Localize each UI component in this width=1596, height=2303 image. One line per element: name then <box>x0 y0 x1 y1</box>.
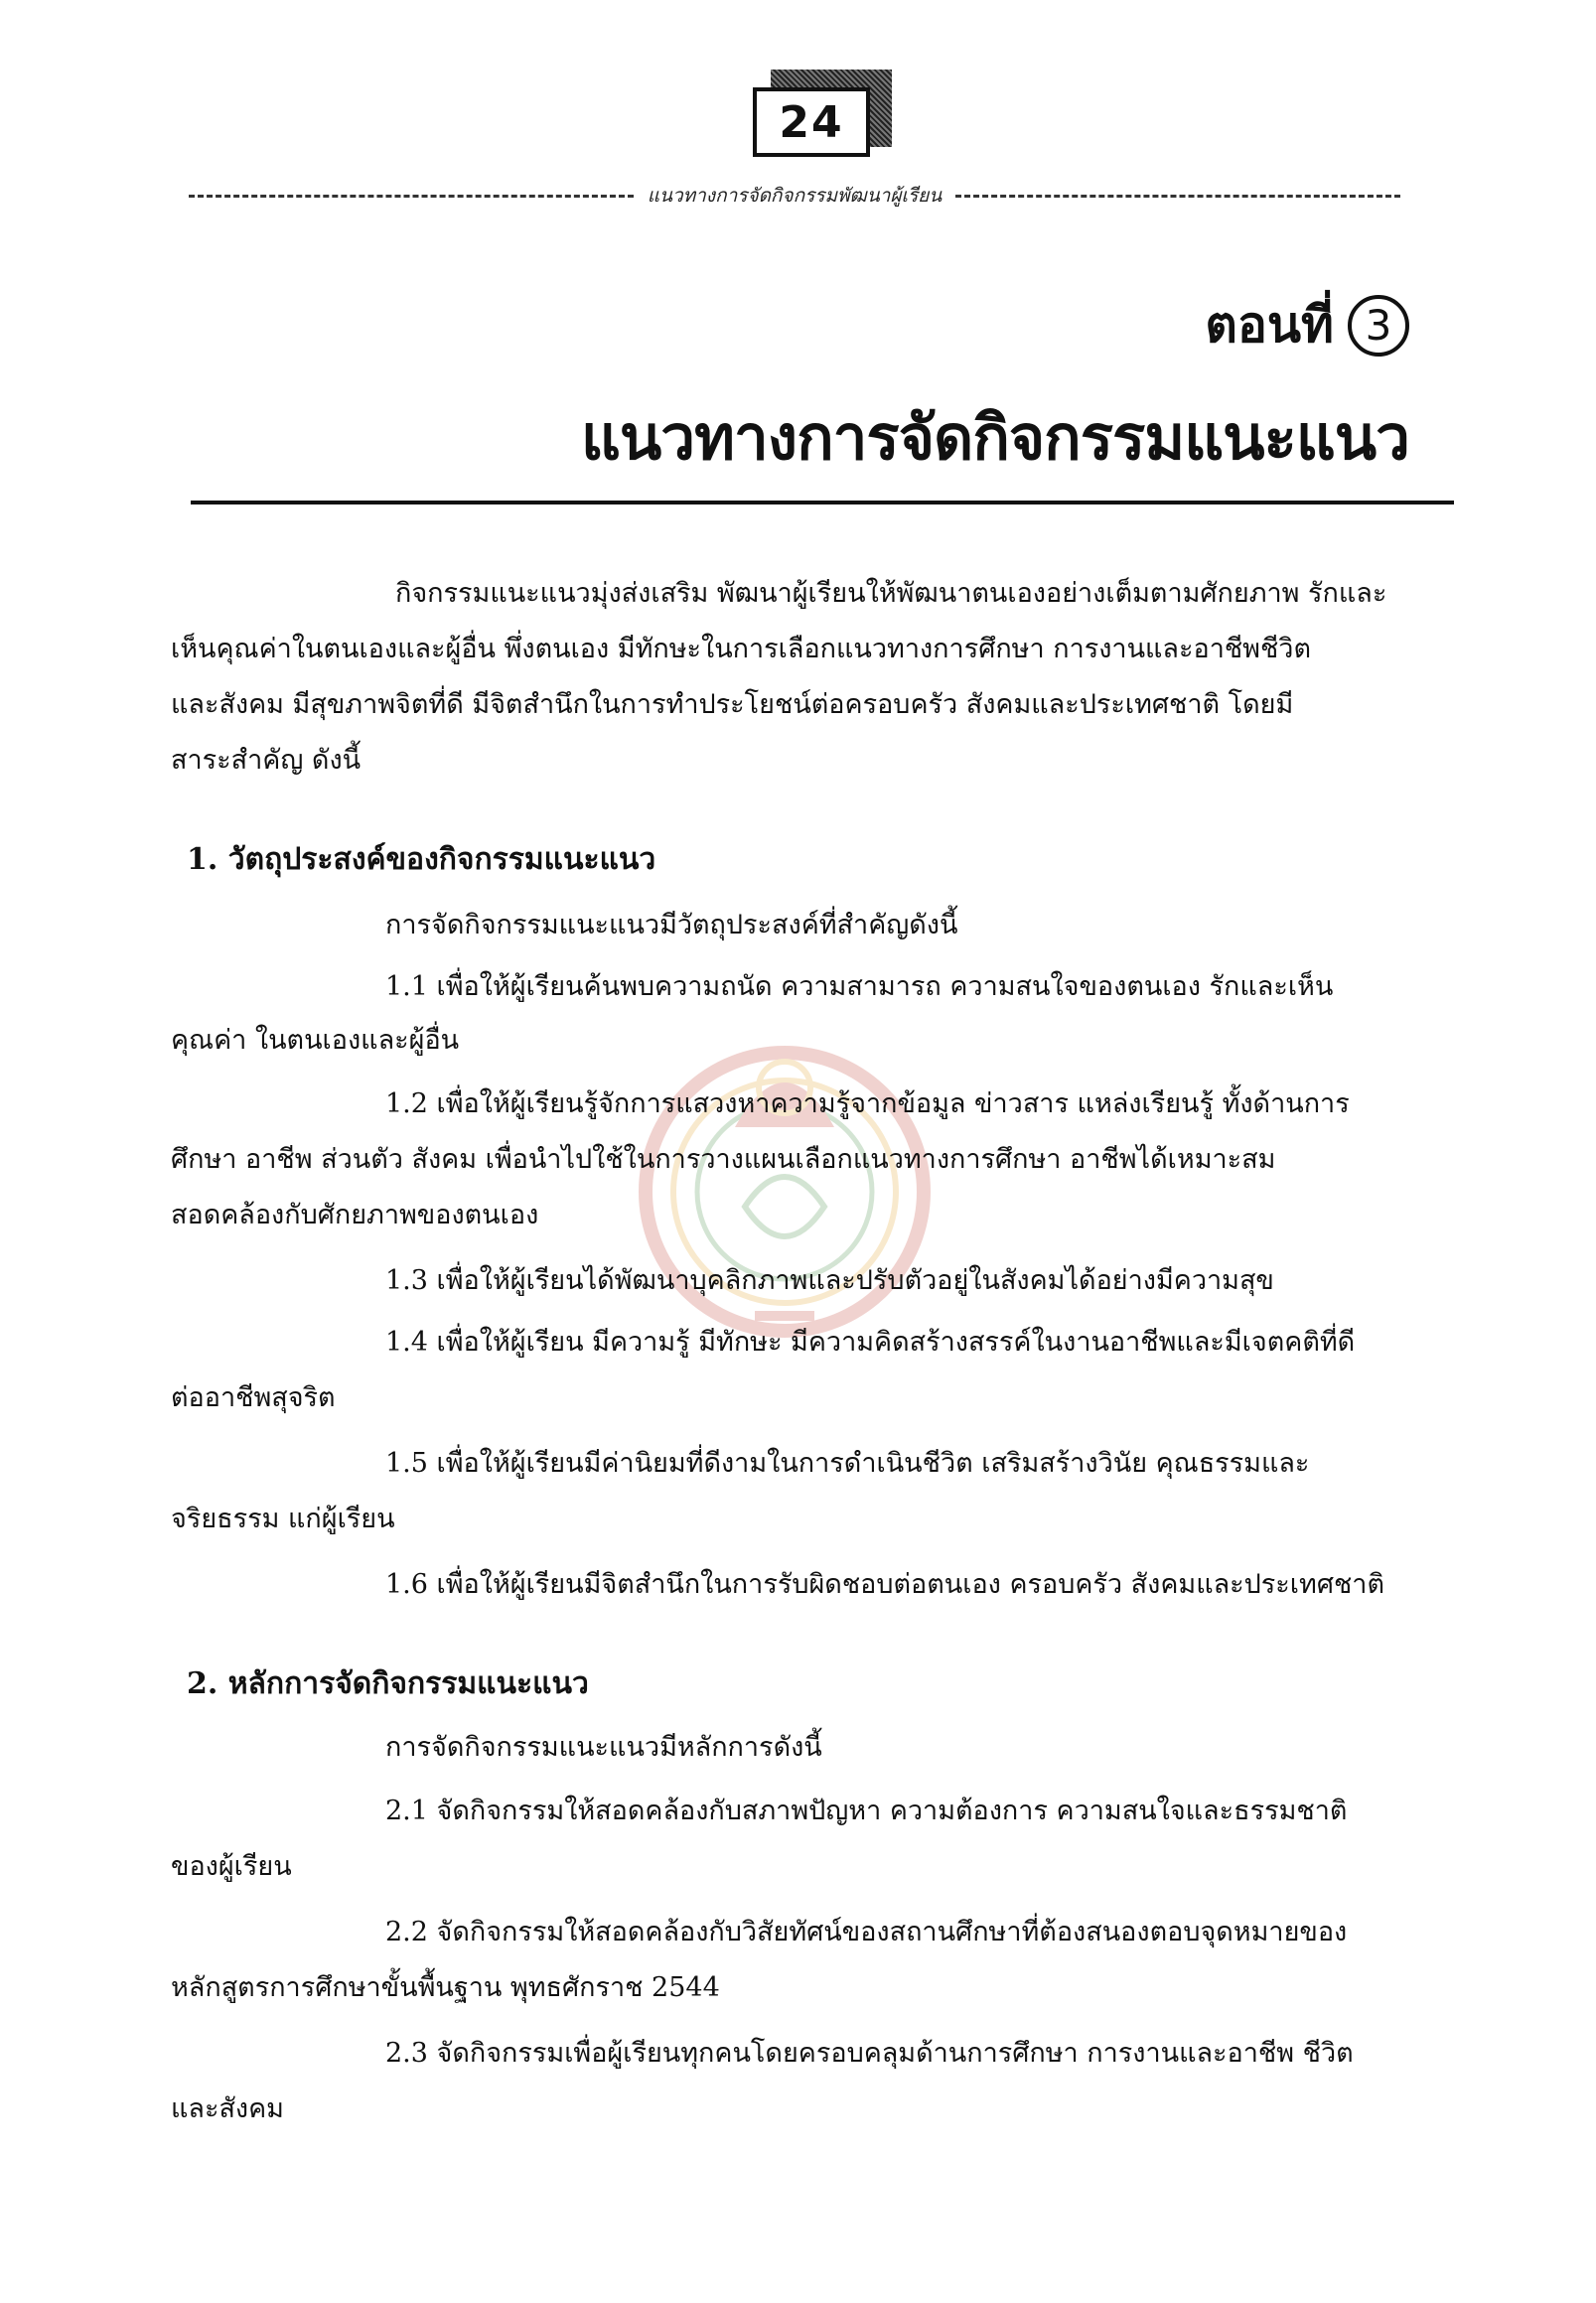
item-2-1-line-1: 2.1 จัดกิจกรรมให้สอดคล้องกับสภาพปัญหา ความต้องการ ความสนใจและธรรมชาติ <box>385 1796 1348 1826</box>
section-2-heading: 2. หลักการจัดกิจกรรมแนะแนว <box>187 1666 589 1701</box>
item-2-3-line-2: และสังคม <box>171 2093 284 2124</box>
page-number: 24 <box>753 87 870 157</box>
running-header <box>189 179 1400 213</box>
section-1-heading: 1. วัตถุประสงค์ของกิจกรรมแนะแนว <box>187 842 656 877</box>
section-2-lead: การจัดกิจกรรมแนะแนวมีหลักการดังนี้ <box>385 1732 822 1763</box>
part-label: ตอนที่ <box>1205 296 1334 354</box>
page-number-box <box>753 70 892 161</box>
item-1-4-line-1: 1.4 เพื่อให้ผู้เรียน มีความรู้ มีทักษะ มีความคิดสร้างสรรค์ในงานอาชีพและมีเจตคติที่ดี <box>385 1327 1356 1358</box>
running-header-title: แนวทางการจัดกิจกรรมพัฒนาผู้เรียน <box>647 185 943 207</box>
item-1-2-line-1: 1.2 เพื่อให้ผู้เรียนรู้จักการแสวงหาความรู้จากข้อมูล ข่าวสาร แหล่งเรียนรู้ ทั้งด้านการ <box>385 1088 1350 1119</box>
part-heading <box>1205 286 1409 364</box>
part-number-circle: 3 <box>1348 295 1409 357</box>
item-1-4-line-2: ต่ออาชีพสุจริต <box>171 1382 336 1413</box>
item-1-2-line-2: ศึกษา อาชีพ ส่วนตัว สังคม เพื่อนำไปใช้ในการวางแผนเลือกแนวทางการศึกษา อาชีพได้เหมาะสม <box>171 1144 1276 1175</box>
section-1-lead: การจัดกิจกรรมแนะแนวมีวัตถุประสงค์ที่สำคัญดังนี้ <box>385 910 958 940</box>
intro-line-1: กิจกรรมแนะแนวมุ่งส่งเสริม พัฒนาผู้เรียนให้พัฒนาตนเองอย่างเต็มตามศักยภาพ รักและ <box>395 578 1387 609</box>
item-2-2-line-1: 2.2 จัดกิจกรรมให้สอดคล้องกับวิสัยทัศน์ของสถานศึกษาที่ต้องสนองตอบจุดหมายของ <box>385 1917 1348 1947</box>
intro-line-4: สาระสำคัญ ดังนี้ <box>171 745 362 776</box>
item-1-1-line-2: คุณค่า ในตนเองและผู้อื่น <box>171 1025 460 1056</box>
page-title: แนวทางการจัดกิจกรรมแนะแนว <box>580 401 1409 474</box>
item-1-5-line-1: 1.5 เพื่อให้ผู้เรียนมีค่านิยมที่ดีงามในการดำเนินชีวิต เสริมสร้างวินัย คุณธรรมและ <box>385 1448 1310 1479</box>
header-dash-right <box>955 195 1400 198</box>
intro-line-2: เห็นคุณค่าในตนเองและผู้อื่น พึ่งตนเอง มีทักษะในการเลือกแนวทางการศึกษา การงานและอาชีพชีวิต <box>171 634 1312 664</box>
item-2-3-line-1: 2.3 จัดกิจกรรมเพื่อผู้เรียนทุกคนโดยครอบคลุมด้านการศึกษา การงานและอาชีพ ชีวิต <box>385 2038 1354 2069</box>
title-rule <box>191 501 1454 504</box>
item-1-6-line-1: 1.6 เพื่อให้ผู้เรียนมีจิตสำนึกในการรับผิดชอบต่อตนเอง ครอบครัว สังคมและประเทศชาติ <box>385 1569 1384 1600</box>
item-1-5-line-2: จริยธรรม แก่ผู้เรียน <box>171 1504 395 1534</box>
item-1-2-line-3: สอดคล้องกับศักยภาพของตนเอง <box>171 1200 539 1230</box>
item-1-3-line-1: 1.3 เพื่อให้ผู้เรียนได้พัฒนาบุคลิกภาพและปรับตัวอยู่ในสังคมได้อย่างมีความสุข <box>385 1265 1274 1296</box>
item-2-1-line-2: ของผู้เรียน <box>171 1851 292 1882</box>
item-1-1-line-1: 1.1 เพื่อให้ผู้เรียนค้นพบความถนัด ความสามารถ ความสนใจของตนเอง รักและเห็น <box>385 971 1334 1002</box>
item-2-2-line-2: หลักสูตรการศึกษาขั้นพื้นฐาน พุทธศักราช 2544 <box>171 1972 720 2003</box>
header-dash-left <box>189 195 634 198</box>
intro-line-3: และสังคม มีสุขภาพจิตที่ดี มีจิตสำนึกในการทำประโยชน์ต่อครอบครัว สังคมและประเทศชาติ โดยมี <box>171 689 1294 720</box>
